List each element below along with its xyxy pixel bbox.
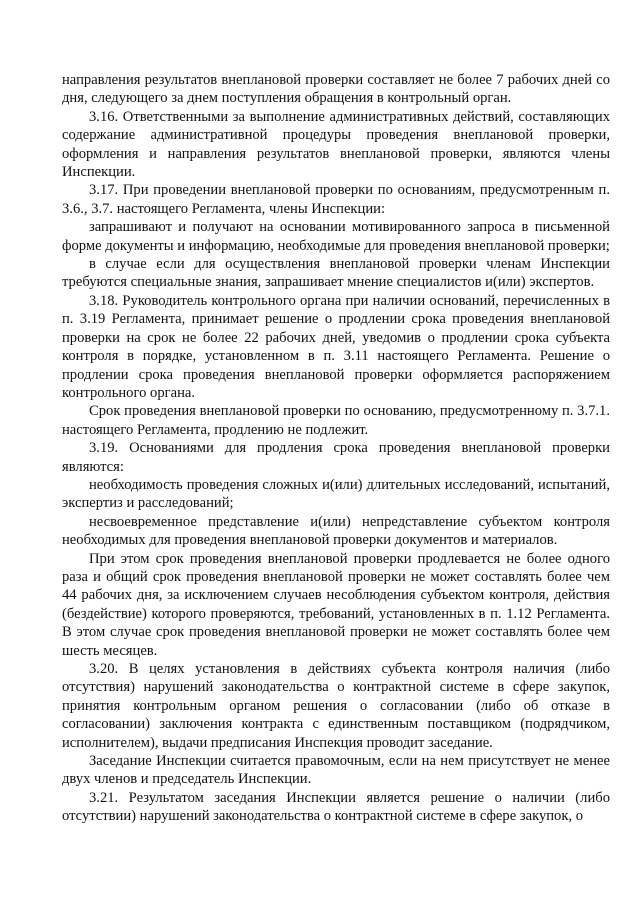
paragraph-3-20-note: Заседание Инспекции считается правомочным, если на нем присутствует не менее двух членов и председатель Инспекции.	[62, 753, 610, 788]
paragraph-3-19: 3.19. Основаниями для продления срока проведения внеплановой проверки являются:	[62, 440, 610, 475]
paragraph-3-19-note: При этом срок проведения внеплановой проверки продлевается не более одного раза и общий срок проведения внеплановой проверки не может составлять более чем 44 рабочих дня, за исключением случаев несоблюдения субъектом контроля, действия (бездействие) которого проверяются, требований, установленных в п. 1.12 Регламента. В этом случае срок проведения внеплановой проверки не может составлять более чем шесть месяцев.	[62, 550, 610, 659]
paragraph-3-17-item-1: запрашивают и получают на основании мотивированного запроса в письменной форме документы и информацию, необходимые для проведения внеплановой проверки;	[62, 219, 610, 254]
paragraph-3-21: 3.21. Результатом заседания Инспекции является решение о наличии (либо отсутствии) нарушений законодательства о контрактной системе в сфере закупок, о	[62, 789, 610, 825]
paragraph-3-17: 3.17. При проведении внеплановой проверки по основаниям, предусмотренным п. 3.6., 3.7. настоящего Регламента, члены Инспекции:	[62, 182, 610, 217]
paragraph-3-16: 3.16. Ответственными за выполнение административных действий, составляющих содержание административной процедуры проведения внеплановой проверки, оформления и направления результатов внеплановой проверки, являются члены Инспекции.	[62, 108, 610, 181]
paragraph-3-19-item-2: несвоевременное представление и(или) непредставление субъектом контроля необходимых для проведения внеплановой проверки документов и материалов.	[62, 513, 610, 549]
document-body	[62, 71, 610, 826]
paragraph-3-19-item-1: необходимость проведения сложных и(или) длительных исследований, испытаний, экспертиз и расследований;	[62, 476, 610, 512]
paragraph-3-18: 3.18. Руководитель контрольного органа при наличии оснований, перечисленных в п. 3.19 Регламента, принимает решение о продлении срока проведения внеплановой проверки на срок не более 22 рабочих дней, уведомив о продлении срока субъекта контроля в порядке, установленном в п. 3.11 настоящего Регламента. Решение о продлении срока проведения внеплановой проверки оформляется распоряжением контрольного органа.	[62, 292, 610, 401]
paragraph-3-20: 3.20. В целях установления в действиях субъекта контроля наличия (либо отсутствия) нарушений законодательства о контрактной системе в сфере закупок, принятия контрольным органом решения о согласовании (либо об отказе в согласовании) заключения контракта с единственным поставщиком (подрядчиком, исполнителем), выдачи предписания Инспекция проводит заседание.	[62, 661, 610, 751]
paragraph-3-17-item-2: в случае если для осуществления внеплановой проверки членам Инспекции требуются специальные знания, запрашивает мнение специалистов и(или) экспертов.	[62, 256, 610, 291]
paragraph-continuation: направления результатов внеплановой проверки составляет не более 7 рабочих дней со дня, следующего за днем поступления обращения в контрольный орган.	[62, 72, 610, 107]
paragraph-3-18-note: Срок проведения внеплановой проверки по основанию, предусмотренному п. 3.7.1. настоящего Регламента, продлению не подлежит.	[62, 403, 610, 438]
